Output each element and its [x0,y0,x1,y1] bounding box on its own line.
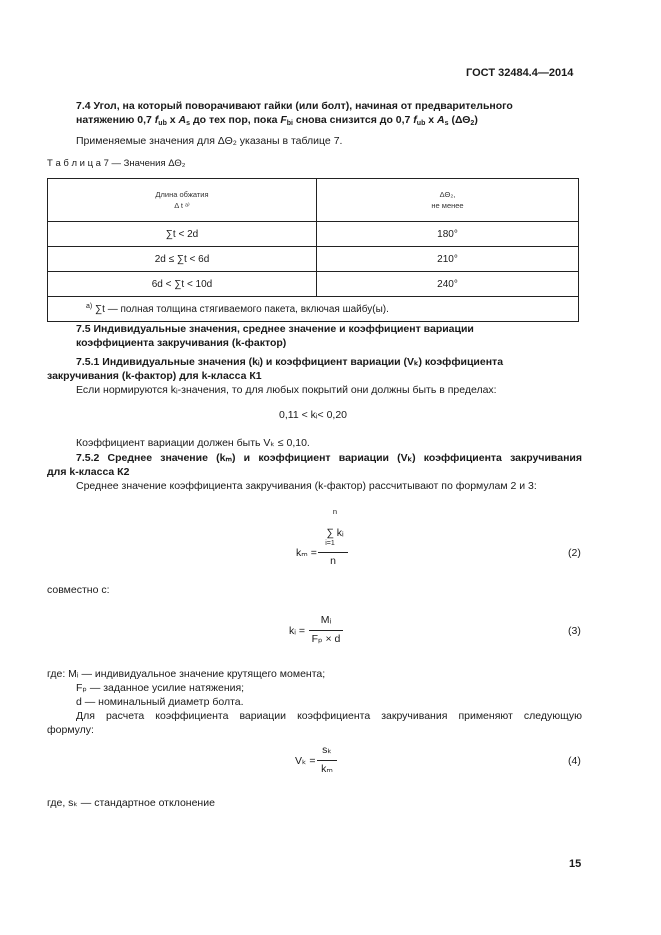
section-7-4-title-line1: 7.4 Угол, на который поворачивают гайки (или болт), начиная от предварительного [76,100,513,112]
eq3-lhs: kᵢ = [289,625,305,637]
table-note: $^{а)}$ ∑t — полная толщина стягиваемого пакета, включая шайбу(ы). [48,297,579,322]
eq2-fraction-line [318,552,348,553]
eq3-number: (3) [568,625,581,637]
eq2-lower-limit: i=1 [325,540,335,547]
table-cell-range: ∑t < 2d [48,222,317,247]
section-7-5-title-line1: 7.5 Индивидуальные значения, среднее значение и коэффициент вариации [76,323,474,335]
where-line2: Fₚ — заданное усилие натяжения; [76,682,245,694]
cv-limit: Коэффициент вариации должен быть Vₖ ≤ 0,10. [76,437,310,449]
table-head-right: ΔΘ₂, не менее [317,179,579,222]
section-7-5-1-line3: Если нормируются kᵢ-значения, то для любых покрытий они должны быть в пределах: [76,384,497,396]
eq4-fraction-line [317,760,337,761]
ki-inequality: 0,11 < kᵢ< 0,20 [279,409,348,421]
section-7-5-2-line1: 7.5.2 Среднее значение (kₘ) и коэффициент вариации (Vₖ) коэффициента закручивания [76,452,582,464]
together-with: совместно с: [47,584,110,596]
table-7 [47,178,579,322]
table-note-row [48,297,579,322]
table-row [48,247,579,272]
eq4-numerator: sₖ [322,744,332,756]
eq4-lhs: Vₖ = [295,755,316,767]
eq4-number: (4) [568,755,581,767]
where-line5: формулу: [47,724,94,736]
section-7-5-2-line2: для k-класса К2 [47,466,130,478]
table-cell-value: 210° [317,247,579,272]
standard-number: ГОСТ 32484.4—2014 [466,67,574,79]
where-sk: где, sₖ — стандартное отклонение [47,797,215,809]
eq3-denominator: Fₚ × d [311,633,341,645]
table-row [48,222,579,247]
table-cell-value: 240° [317,272,579,297]
table-row [48,272,579,297]
section-7-4-applied: Применяемые значения для ΔΘ₂ указаны в таблице 7. [76,135,343,147]
table-head-left: Длина обжатия Δ t ᵃ⁾ [48,179,317,222]
where-line4: Для расчета коэффициента вариации коэффициента закручивания применяют следующую [76,710,582,722]
table-cell-value: 180° [317,222,579,247]
eq3-numerator: Mᵢ [320,614,332,626]
eq2-number: (2) [568,547,581,559]
section-7-5-2-line3: Среднее значение коэффициента закручивания (k-фактор) рассчитывают по формулам 2 и 3: [76,480,537,492]
where-line1: где: Mᵢ — индивидуальное значение крутящего момента; [47,668,326,680]
eq2-upper-limit: n [332,507,338,516]
eq3-fraction-line [309,630,343,631]
eq2-denominator: n [330,555,336,567]
table-cell-range: 2d ≤ ∑t < 6d [48,247,317,272]
section-7-5-1-line1: 7.5.1 Индивидуальные значения (kᵢ) и коэффициент вариации (Vₖ) коэффициента [76,356,504,368]
page-number: 15 [569,858,582,870]
table-cell-range: 6d < ∑t < 10d [48,272,317,297]
eq4-denominator: kₘ [321,763,333,775]
where-line3: d — номинальный диаметр болта. [76,696,244,708]
section-7-4-title-line2: натяжению 0,7 $f_{ub}$ x $A_s$ до тех пор, пока $F_{bi}$ снова снизится до 0,7 $f_{ub}$ x $A_s$ $(\Delta\Theta_2)$ [76,114,478,127]
eq2-lhs: kₘ = [296,547,317,559]
table-caption: Т а б л и ц а 7 — Значения ΔΘ₂ [47,158,186,169]
section-7-5-title-line2: коэффициента закручивания (k-фактор) [76,337,287,349]
section-7-5-1-line2: закручивания (k-фактор) для k-класса К1 [47,370,262,382]
eq2-sum: ∑ kᵢ [326,527,344,539]
